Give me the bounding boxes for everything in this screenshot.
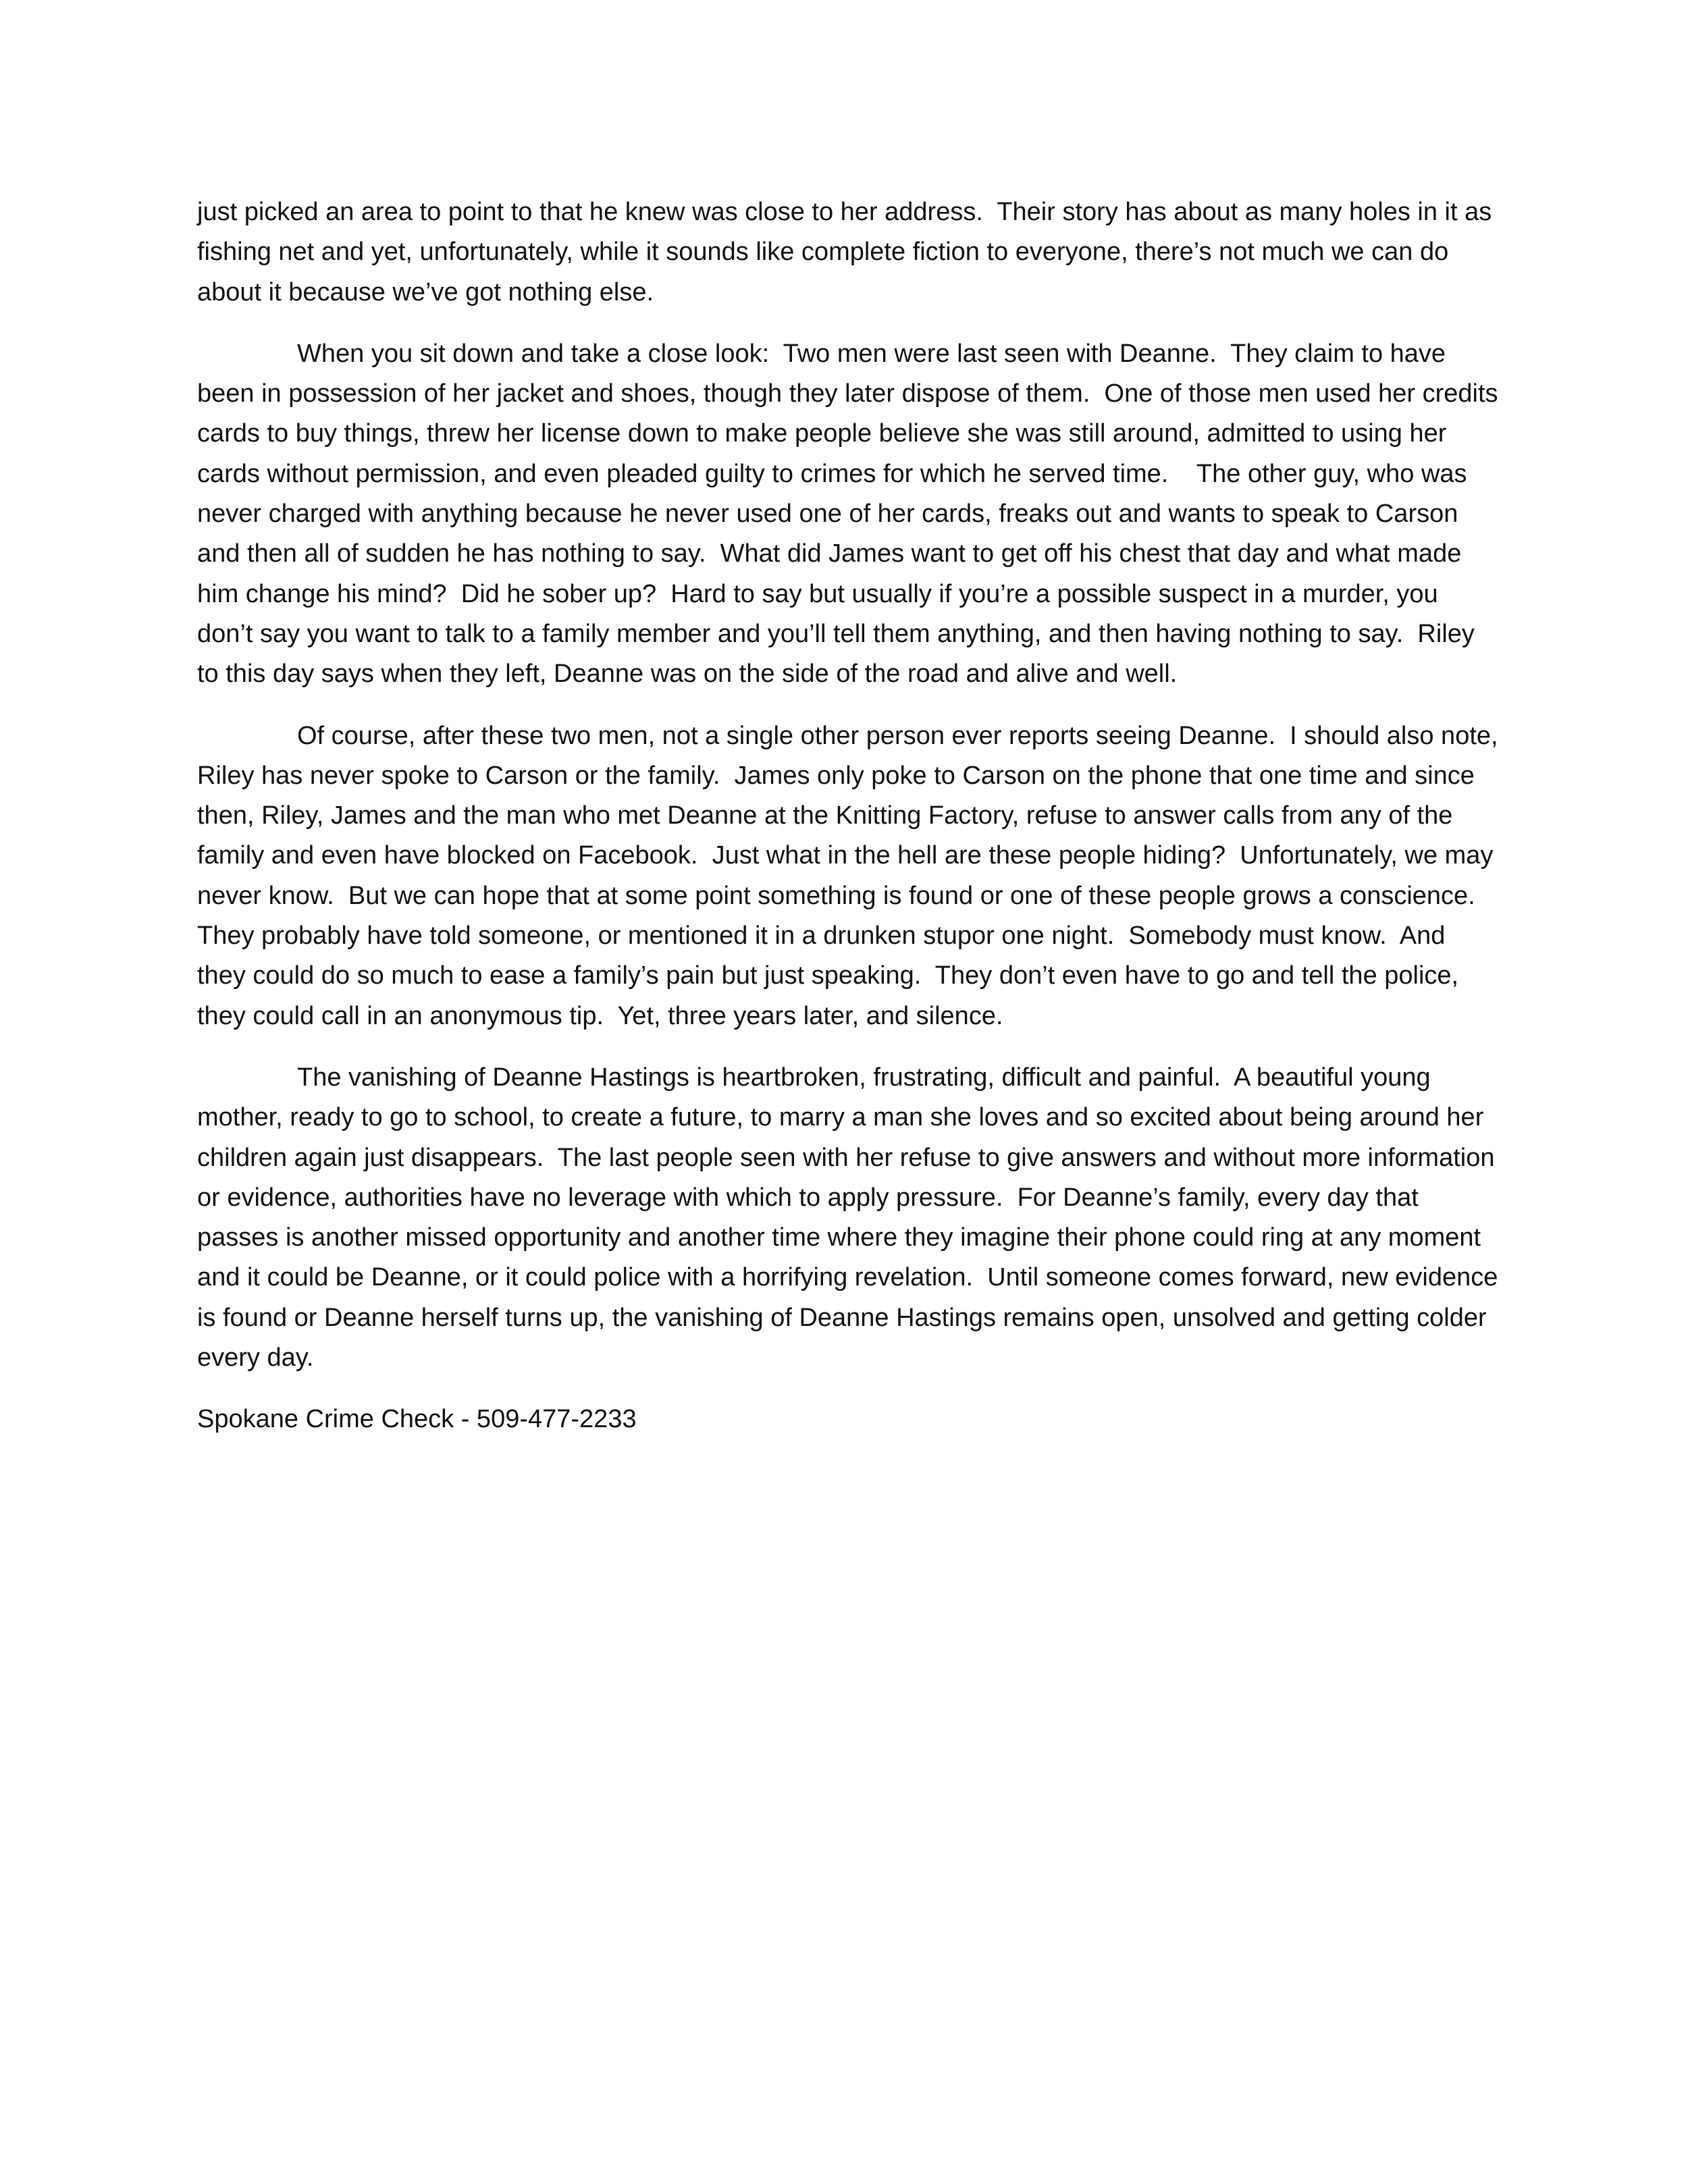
document-body: [197, 192, 1506, 1440]
paragraph-3: Of course, after these two men, not a single other person ever reports seeing Deanne. I should also note, Riley has never spoke to Carson or the family. James only poke to Carson on the phone that one time and since then, Riley, James and the man who met Deanne at the Knitting Factory, refuse to answer calls from any of the family and even have blocked on Facebook. Just what in the hell are these people hiding? Unfortunately, we may never know. But we can hope that at some point something is found or one of these people grows a conscience. They probably have told someone, or mentioned it in a drunken stupor one night. Somebody must know. And they could do so much to ease a family’s pain but just speaking. They don’t even have to go and tell the police, they could call in an anonymous tip. Yet, three years later, and silence.: [197, 721, 1506, 1030]
paragraph-2: When you sit down and take a close look: Two men were last seen with Deanne. They claim to have been in possession of her jacket and shoes, though they later dispose of them. One of those men used her credits cards to buy things, threw her license down to make people believe she was still around, admitted to using her cards without permission, and even pleaded guilty to crimes for which he served time. The other guy, who was never charged with anything because he never used one of her cards, freaks out and wants to speak to Carson and then all of sudden he has nothing to say. What did James want to get off his chest that day and what made him change his mind? Did he sober up? Hard to say but usually if you’re a possible suspect in a murder, you don’t say you want to talk to a family member and you’ll tell them anything, and then having nothing to say. Riley to this day says when they left, Deanne was on the side of the road and alive and well.: [197, 339, 1506, 689]
footer-contact: Spokane Crime Check - 509-477-2233: [197, 1405, 637, 1434]
paragraph-4: The vanishing of Deanne Hastings is heartbroken, frustrating, difficult and painful. A beautiful young mother, ready to go to school, to create a future, to marry a man she loves and so excited about being around her children again just disappears. The last people seen with her refuse to give answers and without more information or evidence, authorities have no leverage with which to apply pressure. For Deanne’s family, every day that passes is another missed opportunity and another time where they imagine their phone could ring at any moment and it could be Deanne, or it could police with a horrifying revelation. Until someone comes forward, new evidence is found or Deanne herself turns up, the vanishing of Deanne Hastings remains open, unsolved and getting colder every day.: [197, 1063, 1505, 1373]
paragraph-1: just picked an area to point to that he knew was close to her address. Their story has about as many holes in it as fishing net and yet, unfortunately, while it sounds like complete fiction to everyone, there’s not much we can do about it because we’ve got nothing else.: [197, 198, 1499, 307]
